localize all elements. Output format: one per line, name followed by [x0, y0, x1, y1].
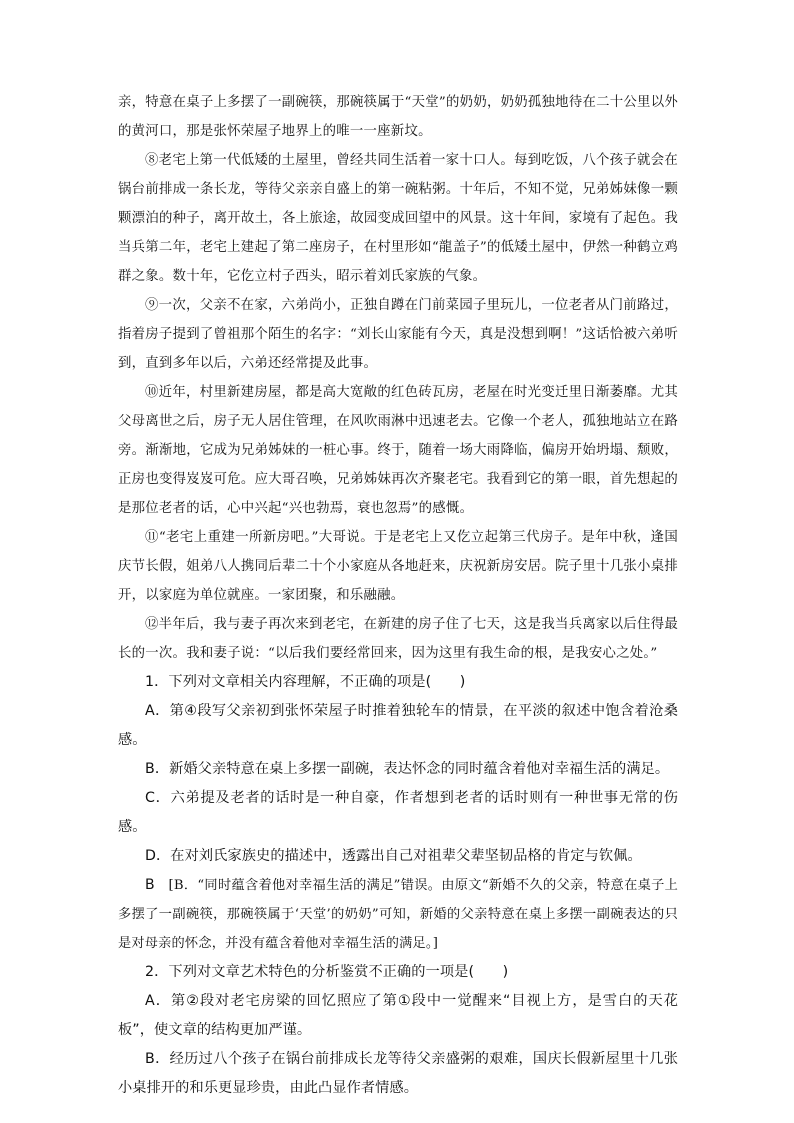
paragraph-12: ⑫半年后，我与妻子再次来到老宅，在新建的房子住了七天，这是我当兵离家以后住得最长的一次。我和妻子说：“以后我们要经常回来，因为这里有我生命的根，是我安心之处。” — [118, 617, 678, 661]
question-1-option-d: D．在对刘氏家族史的描述中，透露出自己对祖辈父辈坚韧品格的肯定与钦佩。 — [145, 848, 642, 864]
question-2-option-a: A．第②段对老宅房梁的回忆照应了第①段中一觉醒来“目视上方，是雪白的天花板”，使文章的结构更加严谨。 — [118, 993, 678, 1038]
question-2-option-b: B．经历过八个孩子在锅台前排成长龙等待父亲盛粥的艰难，国庆长假新屋里十几张小桌排开的和乐更显珍贵，由此凸显作者情感。 — [118, 1051, 678, 1096]
answer-explanation: [B．“同时蕴含着他对幸福生活的满足”错误。由原文“新婚不久的父亲，特意在桌子上多摆了一副碗筷，那碗筷属于‘天堂’的奶奶”可知，新婚的父亲特意在桌上多摆一副碗表达的只是对母亲的怀念，并没有蕴含着他对幸福生活的满足。] — [118, 878, 679, 951]
document-body — [118, 88, 678, 1103]
paragraph-continued: 亲，特意在桌子上多摆了一副碗筷，那碗筷属于“天堂”的奶奶，奶奶孤独地待在二十公里以外的黄河口，那是张怀荣屋子地界上的唯一一座新坟。 — [118, 95, 678, 139]
question-1-answer — [118, 871, 678, 958]
paragraph-11: ⑪“老宅上重建一所新房吧。”大哥说。于是老宅上又仡立起第三代房子。是年中秋，逢国庆节长假，姐弟八人携同后辈二十个小家庭从各地赶来，庆祝新房安居。院子里十几张小桌排开，以家庭为单位就座。一家团聚，和乐融融。 — [118, 530, 678, 603]
paragraph-10: ⑩近年，村里新建房屋，都是高大宽敞的红色砖瓦房，老屋在时光变迁里日渐萎靡。尤其父母离世之后，房子无人居住管理，在风吹雨淋中迅速老去。它像一个老人，孤独地站立在路旁。渐渐地，它成为兄弟姊妹的一桩心事。终于，随着一场大雨降临，偏房开始坍塌、颓败，正房也变得岌岌可危。应大哥召唤，兄弟姊妹再次齐聚老宅。我看到它的第一眼，首先想起的是那位老者的话，心中兴起“兴也勃焉，衰也忽焉”的感慨。 — [118, 385, 678, 516]
question-2-stem: 2．下列对文章艺术特色的分析鉴赏不正确的一项是( ) — [145, 964, 509, 980]
paragraph-8: ⑧老宅上第一代低矮的土屋里，曾经共同生活着一家十口人。每到吃饭，八个孩子就会在锅台前排成一条长龙，等待父亲亲自盛上的第一碗粘粥。十年后，不知不觉，兄弟姊妹像一颗颗漂泊的种子，离开故土，各上旅途，故园变成回望中的风景。这十年间，家境有了起色。我当兵第二年，老宅上建起了第二座房子，在村里形如“龍盖子”的低矮土屋中，伊然一种鹤立鸡群之象。数十年，它仡立村子西头，昭示着刘氏家族的气象。 — [118, 153, 678, 284]
question-1-option-a: A．第④段写父亲初到张怀荣屋子时推着独轮车的情景，在平淡的叙述中饱含着沧桑感。 — [118, 703, 678, 748]
question-1-option-b: B．新婚父亲特意在桌上多摆一副碗，表达怀念的同时蕴含着他对幸福生活的满足。 — [145, 761, 670, 777]
question-1-option-c: C．六弟提及老者的话时是一种自豪，作者想到老者的话时则有一种世事无常的伤感。 — [118, 790, 678, 835]
question-1-stem: 1．下列对文章相关内容理解，不正确的项是( ) — [145, 674, 466, 690]
paragraph-9: ⑨一次，父亲不在家，六弟尚小，正独自蹲在门前菜园子里玩儿，一位老者从门前路过，指着房子提到了曾祖那个陌生的名字：“刘长山家能有今天，真是没想到啊！”这话恰被六弟听到，直到多年以后，六弟还经常提及此事。 — [118, 298, 678, 371]
answer-letter: B — [145, 877, 155, 893]
